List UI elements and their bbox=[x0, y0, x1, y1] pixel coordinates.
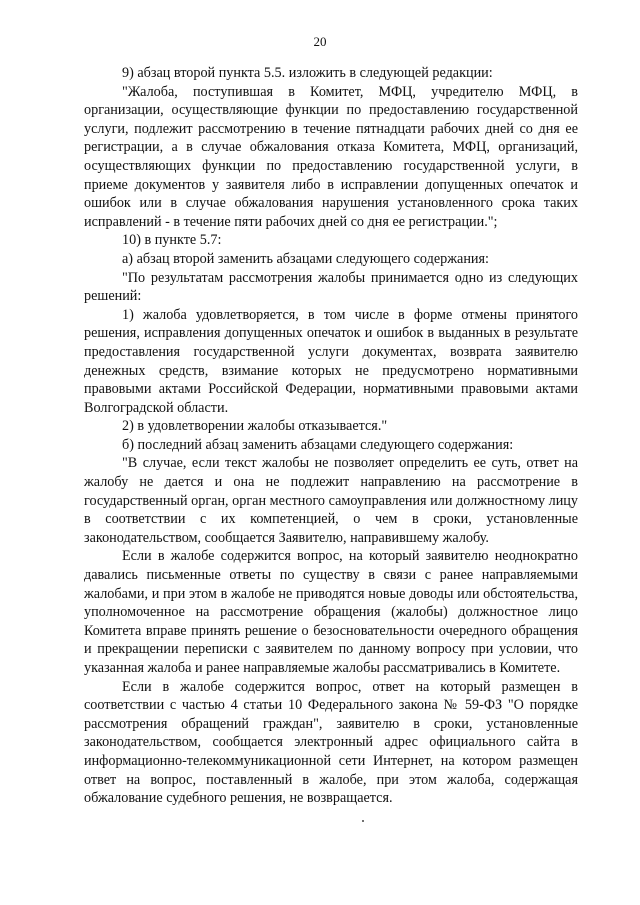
paragraph-item-9: 9) абзац второй пункта 5.5. изложить в следующей редакции: bbox=[122, 65, 493, 81]
document-body bbox=[84, 64, 578, 808]
paragraph-decision-2: 2) в удовлетворении жалобы отказывается." bbox=[122, 418, 388, 435]
paragraph-item-10: 10) в пункте 5.7: bbox=[122, 232, 222, 249]
paragraph-published-answer: Если в жалобе содержится вопрос, ответ на который размещен в соответствии с частью 4 статьи 10 Федерального закона № 59-ФЗ "О порядке рассмотрения обращений граждан", заявителю в сроки, установленные законодательством, сообщается электронный адрес официального сайта в информационно-телекоммуникационной сети Интернет, на котором размещен ответ на вопрос, поставленный в жалобе, при этом жалоба, содержащая обжалование судебного решения, не возвращается. bbox=[84, 678, 578, 807]
paragraph-subitem-a: а) абзац второй заменить абзацами следующего содержания: bbox=[122, 250, 489, 267]
page-number: 20 bbox=[313, 34, 327, 49]
scan-speck bbox=[362, 820, 364, 822]
paragraph-decision-1: 1) жалоба удовлетворяется, в том числе в форме отмены принятого решения, исправления допущенных опечаток и ошибок в выданных в результате предоставления государственной услуги документах, возврата заявителю денежных средств, взимание которых не предусмотрено нормативными правовыми актами Российской Федерации, нормативными правовыми актами Волгоградской области. bbox=[84, 306, 578, 416]
paragraph-complaint-terms: "Жалоба, поступившая в Комитет, МФЦ, учредителю МФЦ, в организации, осуществляющие функции по предоставлению государственной услуги, подлежит рассмотрению в течение пятнадцати рабочих дней со дня ее регистрации, а в случае обжалования отказа Комитета, МФЦ, организаций, осуществляющих функции по предоставлению государственной услуги, в приеме документов у заявителя либо в исправлении допущенных опечаток и ошибок или в случае обжалования нарушения установленного срока таких исправлений - в течение пяти рабочих дней со дня ее регистрации."; bbox=[84, 83, 578, 230]
paragraph-unreadable-complaint: "В случае, если текст жалобы не позволяет определить ее суть, ответ на жалобу не дается и она не подлежит направлению на рассмотрение в государственный орган, орган местного самоуправления или должностному лицу в соответствии с их компетенцией, о чем в сроки, установленные законодательством, сообщается Заявителю, направившему жалобу. bbox=[84, 455, 578, 546]
paragraph-repeated-complaint: Если в жалобе содержится вопрос, на который заявителю неоднократно давались письменные ответы по существу в связи с ранее направляемыми жалобами, и при этом в жалобе не приводятся новые доводы или обстоятельства, уполномоченное на рассмотрение обращения (жалобы) должностное лицо Комитета вправе принять решение о безосновательности очередного обращения и прекращении переписки с заявителем по данному вопросу при условии, что указанная жалоба и ранее направляемые жалобы рассматривались в Комитете. bbox=[84, 548, 578, 676]
paragraph-decision-intro: "По результатам рассмотрения жалобы принимается одно из следующих решений: bbox=[84, 269, 578, 305]
paragraph-subitem-b: б) последний абзац заменить абзацами следующего содержания: bbox=[122, 436, 514, 453]
